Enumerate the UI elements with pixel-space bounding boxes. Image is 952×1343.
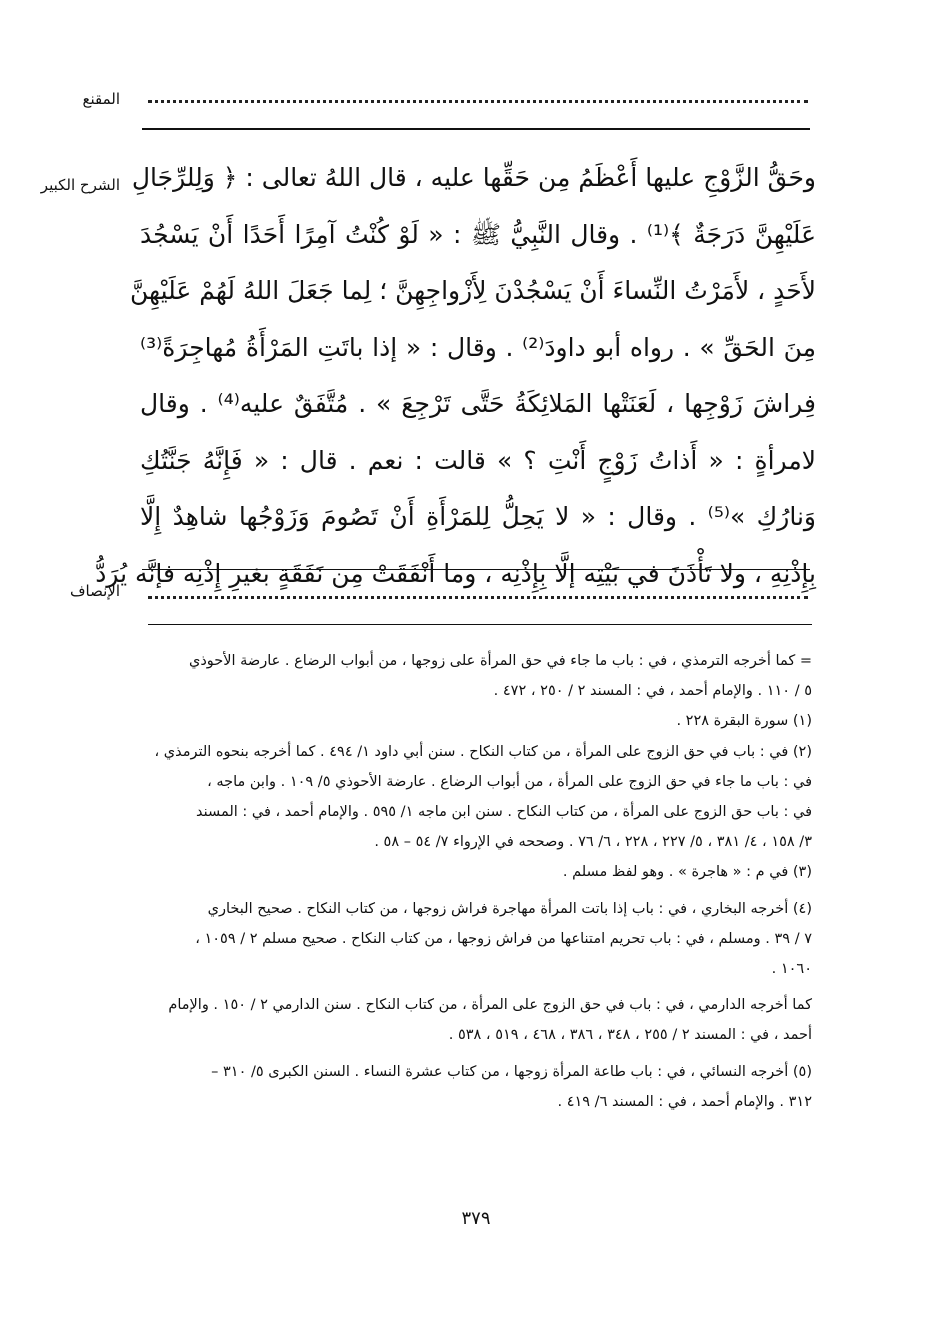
footnote-line: ٣١٢ . والإمام أحمد ، في : المسند ٦/ ٤١٩ . [557, 1093, 812, 1110]
main-text-line: بِإِذْنِهِ ، ولا تَأْذَنَ في بَيْتِه إلَّا بِإِذْنِه ، وما أَنْفَقَتْ مِن نَفَقَةٍ بغيرِ إِذْنِه فإنَّه يُرَدُّ [95, 558, 816, 588]
footnote-line: في : باب ما جاء في حق الزوج على المرأة ، من أبواب الرضاع . عارضة الأحوذي ٥/ ١٠٩ . وابن ماجه ، [207, 773, 812, 790]
main-text-line: وحَقُّ الزَّوْجِ عليها أَعْظَمُ مِن حَقِّها عليه ، قال اللهُ تعالى : ﴿ وَلِلرِّجَالِ [131, 163, 816, 192]
footnote [132, 737, 812, 858]
main-text-block [95, 150, 816, 588]
main-text-line: مِنَ الحَقِّ » . رواه أبو داودَ⁽²⁾ . وقال : « إذا باتَتِ المَرْأَةُ مُهاجِرَةً⁽³⁾ [140, 332, 816, 362]
footnote-line: ٣/ ١٥٨ ، ٤/ ٣٨١ ، ٥/ ٢٢٧ ، ٢٢٨ ، ٦/ ٧٦ . وصححه في الإرواء ٧/ ٥٤ – ٥٨ . [374, 834, 812, 851]
rule-after-main [142, 569, 810, 570]
section-label-sharh: الشرح الكبير [40, 176, 120, 194]
footnote-line: كما أخرجه الدارمي ، في : باب في حق الزوج على المرأة ، من كتاب النكاح . سنن الدارمي ٢ / ١٥٠ . والإمام [168, 997, 812, 1014]
footnote-line: = كما أخرجه الترمذي ، في : باب ما جاء في حق المرأة على زوجها ، من أبواب الرضاع . عارضة الأحوذي [188, 653, 812, 669]
main-text-line: لامرأةٍ : « أَذاتُ زَوْجٍ أَنْتِ ؟ » قالت : نعم . قال : « فَإِنَّهُ جَنَّتُكِ [140, 445, 816, 475]
footnote-line: أحمد ، في : المسند ٢ / ٢٥٥ ، ٣٤٨ ، ٣٨٦ ، ٤٦٨ ، ٥١٩ ، ٥٣٨ . [448, 1027, 812, 1044]
footnote [132, 646, 812, 706]
footnotes-block [132, 646, 812, 1117]
main-text-line: وَنارُكِ »⁽⁵⁾ . وقال : « لا يَحِلُّ لِلمَرْأَةِ أَنْ تَصُومَ وَزَوْجُها شاهِدٌ إِلَّا [140, 502, 816, 531]
page-number: ٣٧٩ [461, 1208, 491, 1229]
footnote [132, 894, 812, 985]
rule-footnotes [148, 624, 812, 625]
footnote-line: ٧ / ٣٩ . ومسلم ، في : باب تحريم امتناعها من فراش زوجها ، من كتاب النكاح . صحيح مسلم ٢ / ١٠٥٩ ، [195, 930, 812, 947]
footnote [132, 706, 812, 736]
footnote [132, 990, 812, 1050]
main-text-line: فِراشَ زَوْجِها ، لَعَنَتْها المَلائِكَةُ حَتَّى تَرْجِعَ » . مُتَّفَقٌ عليه⁽⁴⁾ . وقال [140, 389, 816, 418]
footnote-line: (٤) أخرجه البخاري ، في : باب إذا باتت المرأة مهاجرة فراش زوجها ، من كتاب النكاح . صحيح البخاري [207, 900, 812, 917]
section-label-insaf: الإنصاف [69, 582, 120, 600]
dotted-divider-top [148, 100, 808, 103]
rule-top [142, 128, 810, 130]
footnote-line: (٢) في : باب في حق الزوج على المرأة ، من كتاب النكاح . سنن أبي داود ١/ ٤٩٤ . كما أخرجه بنحوه الترمذي ، [154, 743, 812, 760]
footnote-line: (٣) في م : « هاجرة » . وهو لفظ مسلم . [562, 864, 812, 881]
dotted-divider-insaf [148, 596, 808, 599]
footnote-line: في : باب حق الزوج على المرأة ، من كتاب النكاح . سنن ابن ماجه ١/ ٥٩٥ . والإمام أحمد ، في : المسند [196, 804, 812, 821]
footnote [132, 857, 812, 887]
main-text-line: عَلَيْهِنَّ دَرَجَةٌ ﴾⁽¹⁾ . وقال النَّبِيُّ ﷺ : « لَوْ كُنْتُ آمِرًا أَحَدًا أَنْ يَسْجُدَ [140, 219, 816, 249]
footnote [132, 1057, 812, 1117]
footnote-line: (١) سورة البقرة ٢٢٨ . [676, 713, 812, 730]
footnote-line: ٥ / ١١٠ . والإمام أحمد ، في : المسند ٢ / ٢٥٠ ، ٤٧٢ . [493, 683, 812, 700]
footnote-line: ١٠٦٠ . [771, 961, 812, 978]
footnote-line: (٥) أخرجه النسائي ، في : باب طاعة المرأة زوجها ، من كتاب عشرة النساء . السنن الكبرى ٥/ ٣١٠ – [211, 1063, 812, 1080]
section-label-muqni: المقنع [82, 90, 120, 108]
main-text-line: لأَحَدٍ ، لأَمَرْتُ النِّساءَ أَنْ يَسْجُدْنَ لِأَزْواجِهِنَّ ؛ لِما جَعَلَ اللهُ لَهُمْ عَلَيْهِنَّ [130, 276, 816, 305]
